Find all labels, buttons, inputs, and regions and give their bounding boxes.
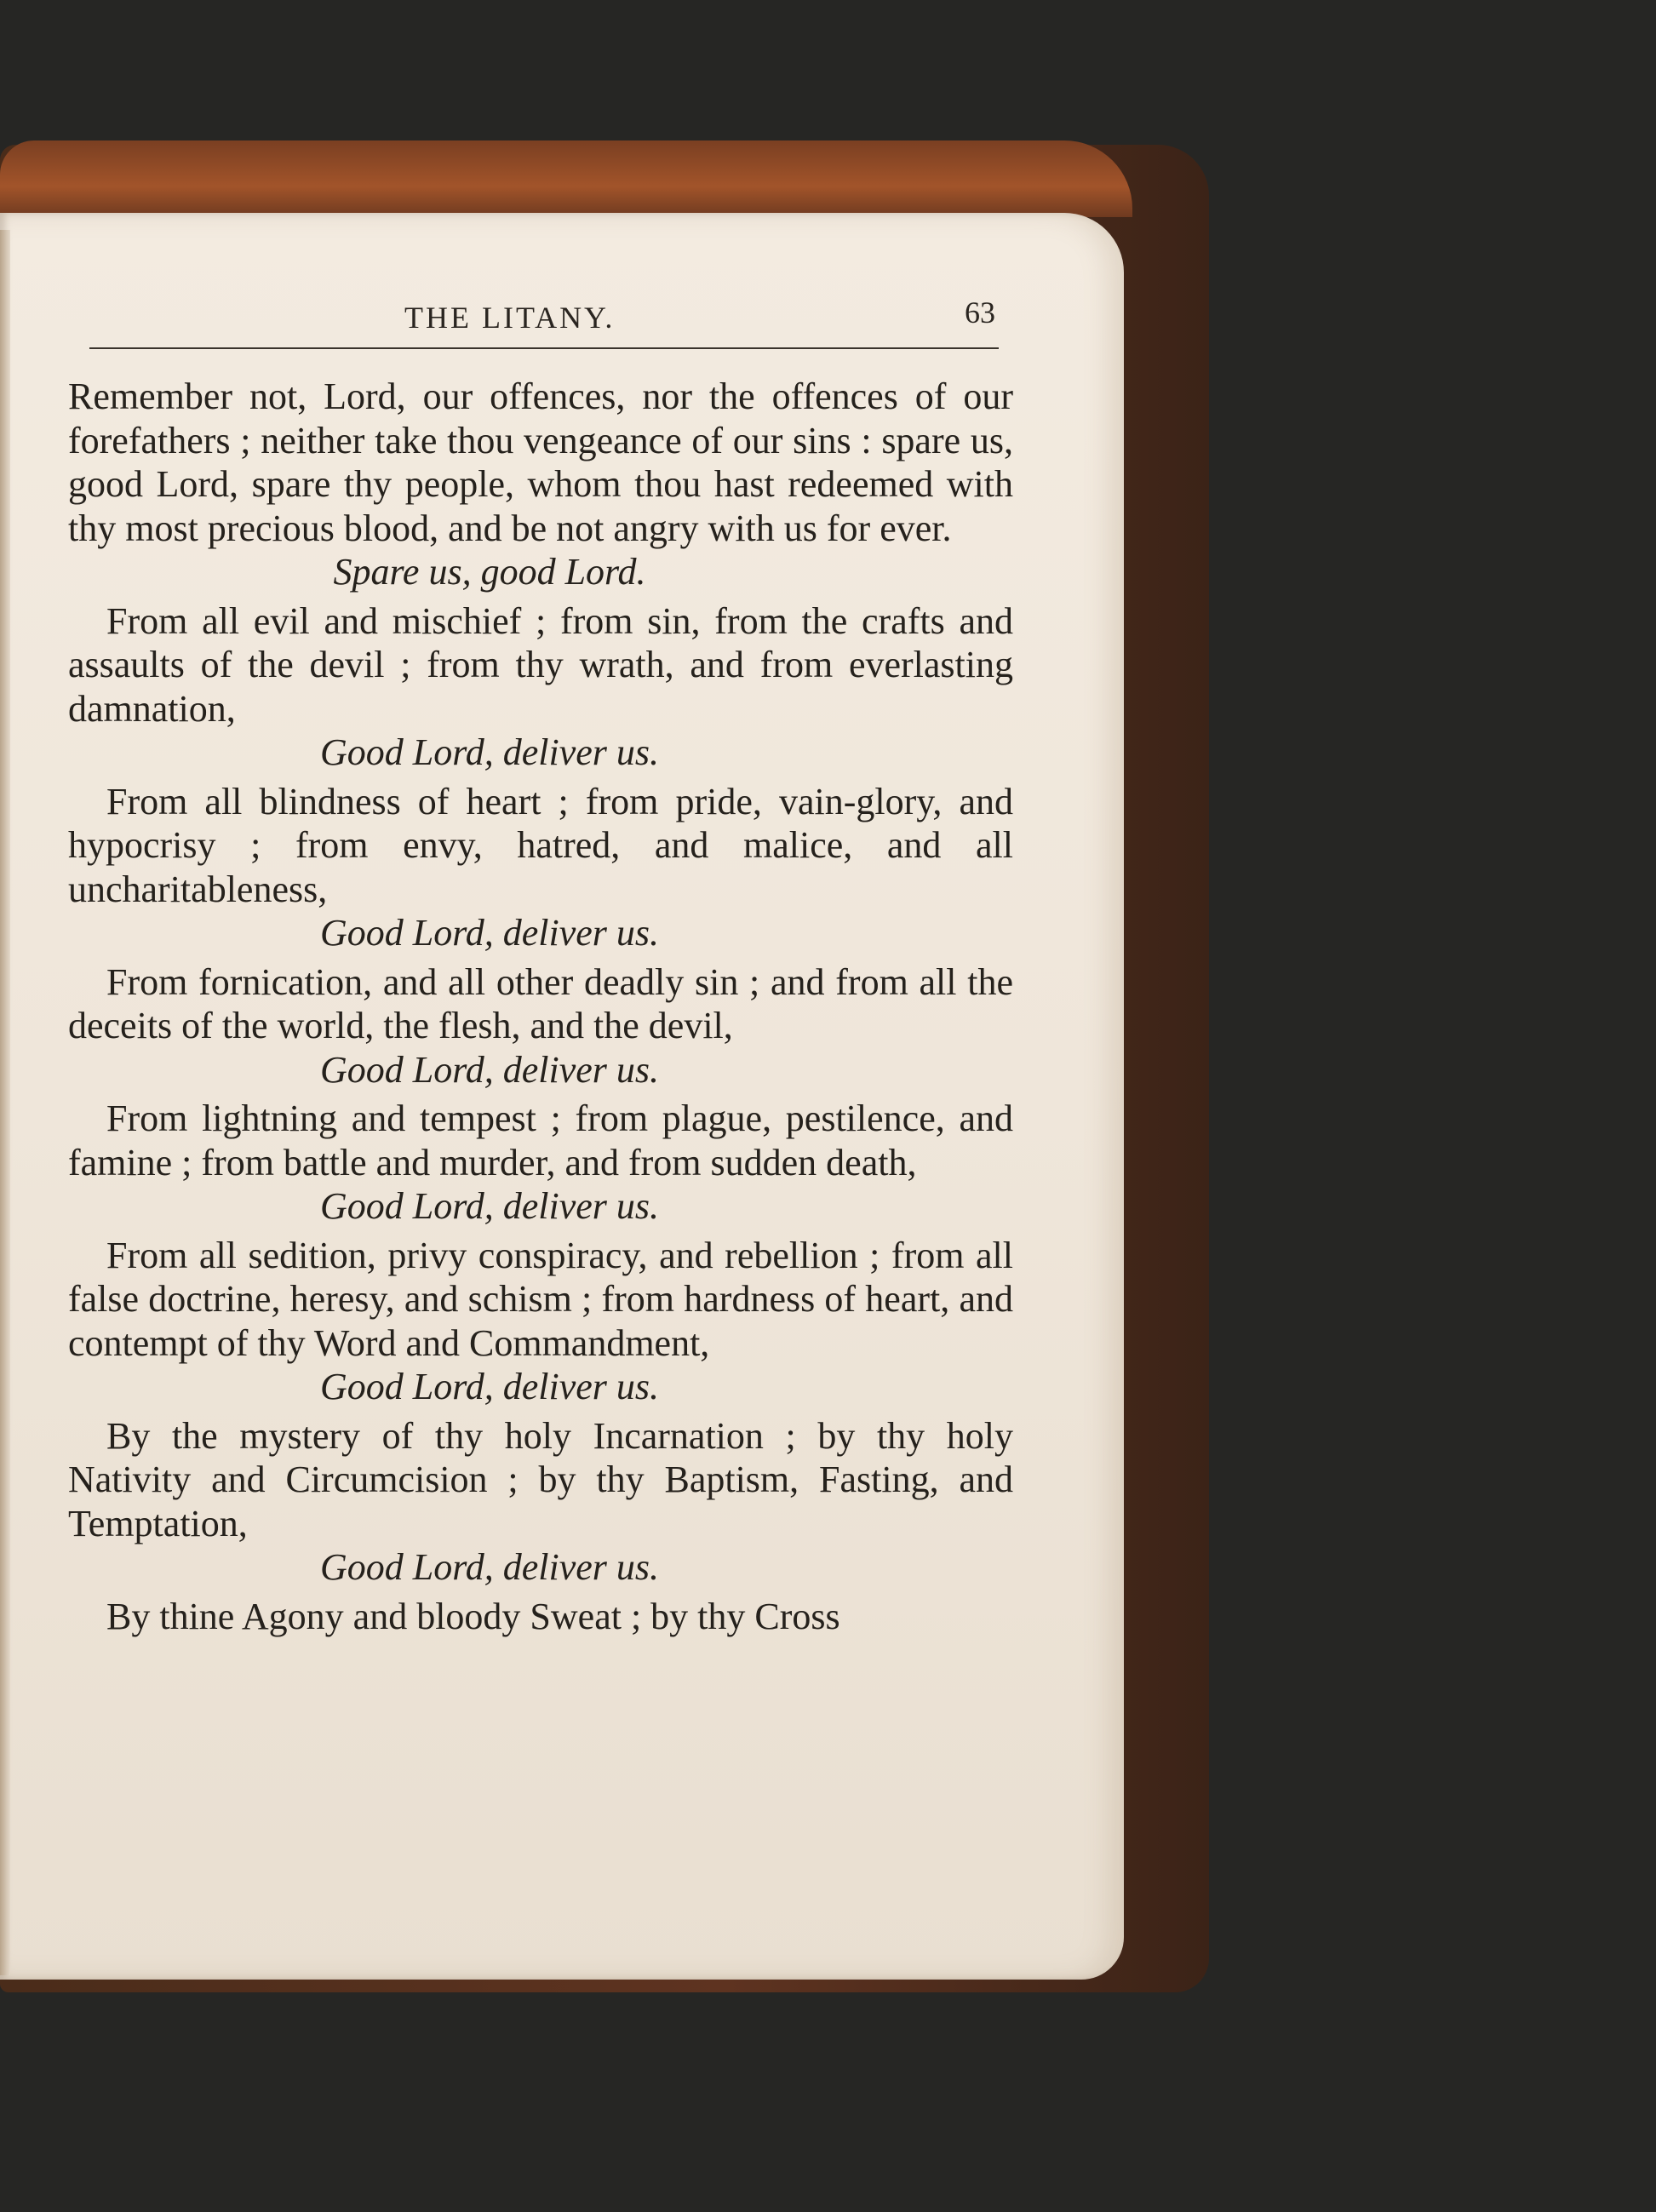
page-gutter-edge (0, 230, 10, 1975)
litany-response: Good Lord, deliver us. (319, 1185, 660, 1227)
litany-paragraph: From all blindness of heart ; from pride, vain-glory, and hypocrisy ; from envy, hatred, and malice, and all uncharitableness, (68, 780, 1013, 910)
litany-paragraph: Remember not, Lord, our offences, nor the offences of our forefathers ; neither take thou vengeance of our sins : spare us, good Lord, spare thy people, whom thou hast redeemed with thy most precious blood, and be not angry with us for ever. (68, 375, 1013, 549)
running-title: THE LITANY. (404, 301, 616, 335)
running-head (0, 295, 1047, 342)
header-rule (89, 347, 999, 349)
litany-paragraph: From all sedition, privy conspiracy, and rebellion ; from all false doctrine, heresy, and schism ; from hardness of heart, and contempt of thy Word and Commandment, (68, 1234, 1013, 1364)
litany-response: Good Lord, deliver us. (319, 1048, 660, 1091)
page-number: 63 (965, 295, 995, 330)
litany-response: Good Lord, deliver us. (319, 912, 660, 954)
litany-response: Good Lord, deliver us. (319, 1366, 660, 1407)
litany-response: Spare us, good Lord. (333, 551, 646, 593)
litany-paragraph: From lightning and tempest ; from plague, pestilence, and famine ; from battle and murder, and from sudden death, (68, 1097, 1013, 1183)
litany-response: Good Lord, deliver us. (319, 1546, 660, 1588)
book-cover-top-edge (0, 140, 1132, 217)
litany-paragraph: By thine Agony and bloody Sweat ; by thy Cross (106, 1595, 840, 1637)
litany-text (68, 375, 1013, 1638)
litany-paragraph: From fornication, and all other deadly sin ; and from all the deceits of the world, the flesh, and the devil, (68, 960, 1013, 1046)
litany-response: Good Lord, deliver us. (319, 731, 660, 773)
litany-paragraph: By the mystery of thy holy Incarnation ; by thy holy Nativity and Circumcision ; by thy Baptism, Fasting, and Temptation, (68, 1414, 1013, 1544)
litany-paragraph: From all evil and mischief ; from sin, from the crafts and assaults of the devil ; from thy wrath, and from everlasting damnation, (68, 599, 1013, 730)
